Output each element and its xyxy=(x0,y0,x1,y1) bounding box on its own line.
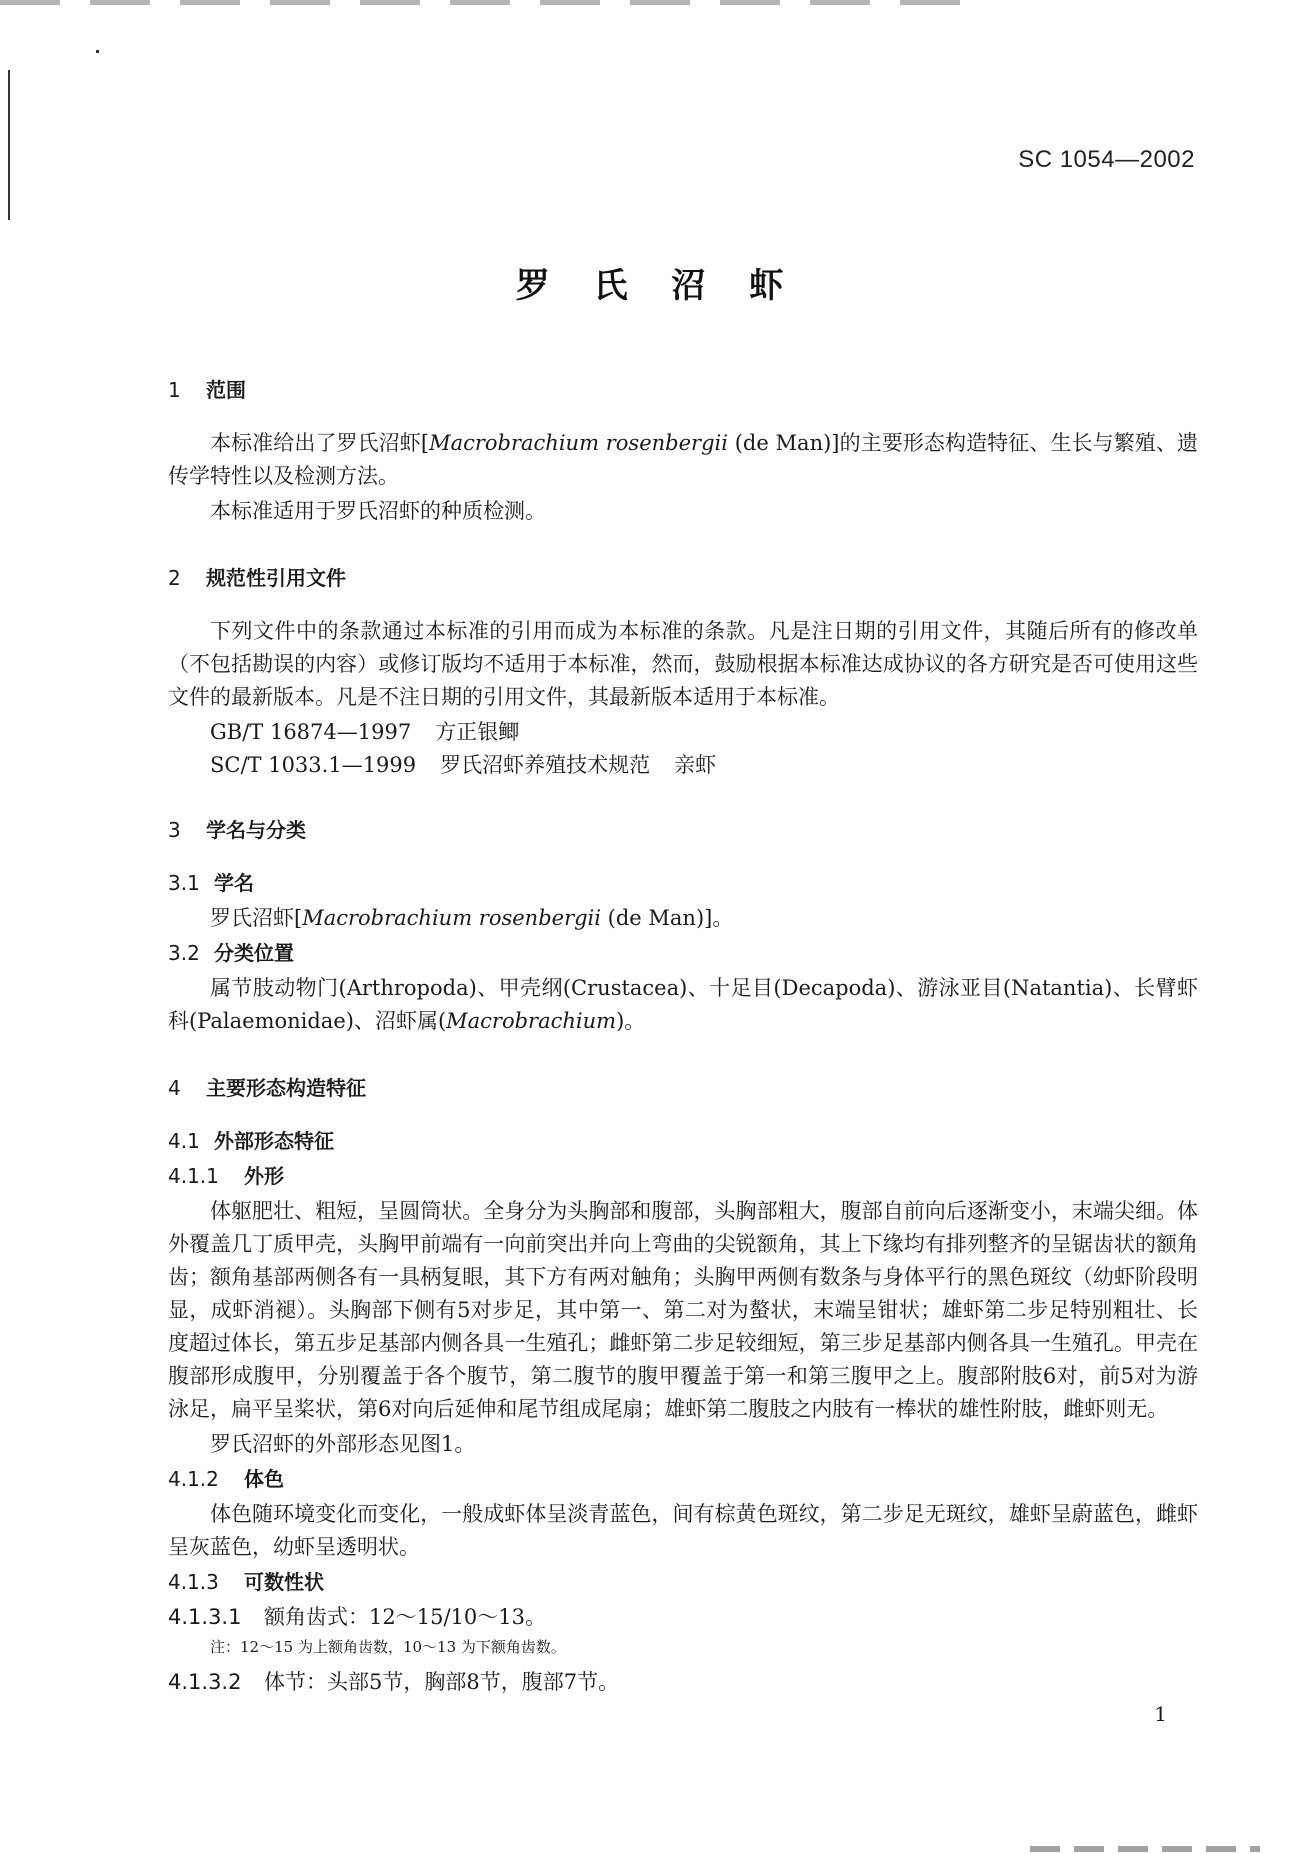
document-title: 罗 氏 沼 虾 xyxy=(515,266,800,306)
section-heading-1: 1 范围 xyxy=(168,378,246,402)
subsection-heading-3-1: 3.1 学名 xyxy=(168,871,254,895)
subsection-heading-3-2: 3.2 分类位置 xyxy=(168,941,294,965)
scan-artifact-top xyxy=(0,0,960,5)
scientific-name: 罗氏沼虾[Macrobrachium rosenbergii (de Man)]。 xyxy=(210,906,734,930)
classification-paragraph: 属节肢动物门(Arthropoda)、甲壳纲(Crustacea)、十足目(Decapoda)、游泳亚目(Natantia)、长臂虾科(Palaemonidae)、沼虾属(Macrobrachium)。 xyxy=(168,976,1198,1033)
page-number: 1 xyxy=(1154,1702,1167,1726)
clause-4-1-3-1: 4.1.3.1 额角齿式：12～15/10～13。 xyxy=(168,1605,546,1629)
external-shape-paragraph: 体躯肥壮、粗短，呈圆筒状。全身分为头胸部和腹部，头胸部粗大，腹部自前向后逐渐变小，末端尖细。体外覆盖几丁质甲壳，头胸甲前端有一向前突出并向上弯曲的尖锐额角，其上下缘均有排列整齐的呈锯齿状的额角齿；额角基部两侧各有一具柄复眼，其下方有两对触角；头胸甲两侧有数条与身体平行的黑色斑纹（幼虾阶段明显，成虾消褪）。头胸部下侧有5对步足，其中第一、第二对为螯状，末端呈钳状；雄虾第二步足特别粗壮、长度超过体长，第五步足基部内侧各具一生殖孔；雌虾第二步足较细短，第三步足基部内侧各具一生殖孔。甲壳在腹部形成腹甲，分别覆盖于各个腹节，第二腹节的腹甲覆盖于第一和第三腹甲之上。腹部附肢6对，前5对为游泳足，扁平呈桨状，第6对向后延伸和尾节组成尾扇；雄虾第二腹肢之内肢有一棒状的雄性附肢，雌虾则无。 xyxy=(168,1199,1198,1421)
section-heading-2: 2 规范性引用文件 xyxy=(168,566,346,590)
reference-item: GB/T 16874—1997 方正银鲫 xyxy=(210,720,520,744)
subsection-heading-4-1-1: 4.1.1 外形 xyxy=(168,1164,284,1188)
note-text: 注：12～15 为上额角齿数，10～13 为下额角齿数。 xyxy=(210,1638,566,1656)
standard-code: SC 1054—2002 xyxy=(1018,146,1195,173)
document-body xyxy=(168,360,1198,1699)
subsection-heading-4-1-3: 4.1.3 可数性状 xyxy=(168,1570,324,1594)
reference-item: SC/T 1033.1—1999 罗氏沼虾养殖技术规范 亲虾 xyxy=(210,753,717,777)
section-heading-3: 3 学名与分类 xyxy=(168,818,306,842)
scan-edge-mark xyxy=(8,70,10,220)
figure-reference: 罗氏沼虾的外部形态见图1。 xyxy=(210,1432,476,1456)
body-color-paragraph: 体色随环境变化而变化，一般成虾体呈淡青蓝色，间有棕黄色斑纹，第二步足无斑纹，雄虾呈蔚蓝色，雌虾呈灰蓝色，幼虾呈透明状。 xyxy=(168,1502,1198,1559)
clause-4-1-3-2: 4.1.3.2 体节：头部5节，胸部8节，腹部7节。 xyxy=(168,1670,620,1694)
subsection-heading-4-1: 4.1 外部形态特征 xyxy=(168,1129,334,1153)
scope-applicability: 本标准适用于罗氏沼虾的种质检测。 xyxy=(210,499,546,523)
subsection-heading-4-1-2: 4.1.2 体色 xyxy=(168,1467,284,1491)
scan-artifact-bottom xyxy=(1030,1846,1260,1852)
section-heading-4: 4 主要形态构造特征 xyxy=(168,1076,366,1100)
scan-dot xyxy=(96,50,99,53)
scope-paragraph: 本标准给出了罗氏沼虾[Macrobrachium rosenbergii (de Man)]的主要形态构造特征、生长与繁殖、遗传学特性以及检测方法。 xyxy=(168,431,1198,488)
normative-references-paragraph: 下列文件中的条款通过本标准的引用而成为本标准的条款。凡是注日期的引用文件，其随后所有的修改单（不包括勘误的内容）或修订版均不适用于本标准，然而，鼓励根据本标准达成协议的各方研究是否可使用这些文件的最新版本。凡是不注日期的引用文件，其最新版本适用于本标准。 xyxy=(168,619,1198,709)
